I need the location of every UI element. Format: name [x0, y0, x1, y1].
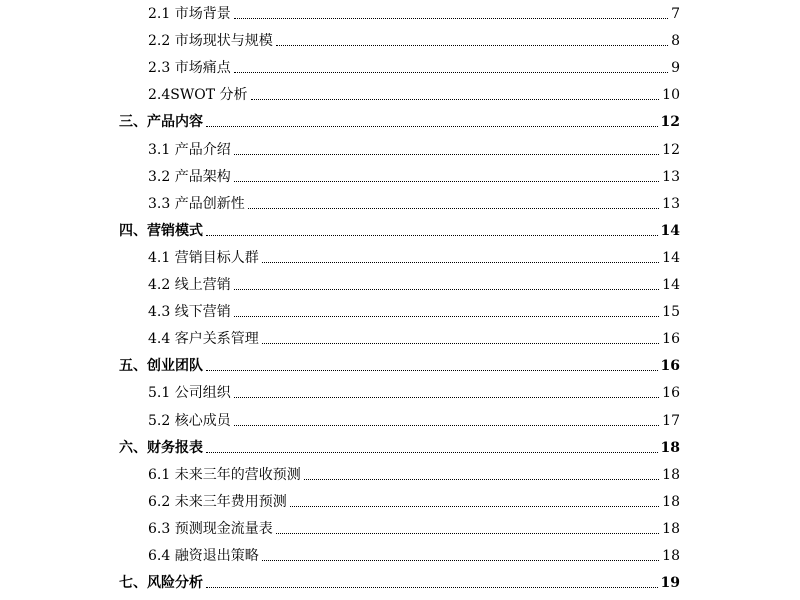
toc-section-row[interactable]	[148, 246, 680, 266]
toc-dot-leader	[206, 370, 658, 371]
toc-entry-page-number: 10	[662, 87, 680, 104]
toc-entry-page-number: 18	[660, 439, 680, 456]
toc-section-row[interactable]	[148, 300, 680, 320]
toc-entry-page-number: 16	[660, 358, 680, 375]
toc-dot-leader	[262, 343, 659, 344]
toc-dot-leader	[290, 506, 659, 507]
toc-dot-leader	[234, 316, 659, 317]
toc-entry-page-number: 18	[662, 493, 680, 510]
toc-chapter-row[interactable]	[119, 571, 680, 591]
toc-chapter-row[interactable]	[119, 110, 680, 130]
toc-dot-leader	[304, 479, 659, 480]
toc-dot-leader	[248, 208, 659, 209]
toc-dot-leader	[234, 18, 668, 19]
toc-entry-title: 3.3 产品创新性	[148, 195, 245, 212]
toc-entry-page-number: 7	[671, 6, 680, 22]
toc-entry-title: 4.3 线下营销	[148, 304, 231, 321]
toc-entry-page-number: 18	[662, 466, 680, 483]
toc-entry-title: 6.1 未来三年的营收预测	[148, 466, 301, 483]
toc-chapter-row[interactable]	[119, 219, 680, 239]
toc-entry-title: 五、创业团队	[119, 358, 203, 375]
toc-section-row[interactable]	[148, 544, 680, 564]
toc-dot-leader	[206, 126, 658, 127]
toc-entry-title: 6.3 预测现金流量表	[148, 520, 273, 537]
toc-dot-leader	[234, 289, 659, 290]
toc-entry-title: 2.4SWOT 分析	[148, 87, 248, 104]
toc-section-row[interactable]	[148, 409, 680, 429]
toc-section-row[interactable]	[148, 138, 680, 158]
toc-entry-title: 3.1 产品介绍	[148, 141, 231, 158]
toc-dot-leader	[276, 45, 668, 46]
toc-section-row[interactable]	[148, 165, 680, 185]
toc-section-row[interactable]	[148, 56, 680, 76]
toc-entry-title: 2.3 市场痛点	[148, 60, 231, 77]
toc-section-row[interactable]	[148, 517, 680, 537]
toc-entry-page-number: 12	[662, 141, 680, 158]
toc-entry-page-number: 16	[662, 331, 680, 348]
toc-dot-leader	[206, 452, 658, 453]
toc-entry-title: 6.2 未来三年费用预测	[148, 493, 287, 510]
toc-dot-leader	[234, 72, 668, 73]
toc-dot-leader	[276, 533, 659, 534]
toc-entry-page-number: 15	[662, 304, 680, 321]
toc-dot-leader	[206, 587, 658, 588]
toc-entry-page-number: 13	[662, 195, 680, 212]
toc-entry-title: 2.2 市场现状与规模	[148, 33, 273, 50]
toc-section-row[interactable]	[148, 327, 680, 347]
toc-section-row[interactable]	[148, 381, 680, 401]
toc-entry-page-number: 9	[671, 60, 680, 77]
toc-entry-title: 3.2 产品架构	[148, 168, 231, 185]
toc-entry-title: 六、财务报表	[119, 439, 203, 456]
toc-entry-title: 2.1 市场背景	[148, 6, 231, 22]
toc-entry-page-number: 18	[662, 548, 680, 564]
toc-entry-page-number: 18	[662, 520, 680, 537]
toc-entry-title: 4.1 营销目标人群	[148, 249, 259, 266]
toc-entry-page-number: 19	[660, 575, 680, 592]
toc-section-row[interactable]	[148, 192, 680, 212]
toc-dot-leader	[206, 235, 658, 236]
toc-section-row[interactable]	[148, 29, 680, 49]
toc-dot-leader	[234, 425, 659, 426]
toc-entry-page-number: 8	[671, 33, 680, 50]
toc-entry-title: 七、风险分析	[119, 575, 203, 592]
toc-entry-page-number: 16	[662, 385, 680, 402]
toc-dot-leader	[262, 262, 659, 263]
toc-entry-title: 四、营销模式	[119, 222, 203, 239]
toc-chapter-row[interactable]	[119, 354, 680, 374]
toc-section-row[interactable]	[148, 490, 680, 510]
toc-entry-page-number: 12	[660, 114, 680, 131]
toc-entry-page-number: 17	[662, 412, 680, 429]
toc-entry-title: 4.2 线上营销	[148, 277, 231, 293]
toc-dot-leader	[234, 154, 659, 155]
toc-entry-page-number: 14	[662, 277, 680, 293]
toc-entry-page-number: 14	[662, 249, 680, 266]
toc-dot-leader	[234, 181, 659, 182]
toc-entry-title: 6.4 融资退出策略	[148, 548, 259, 564]
toc-entry-title: 5.1 公司组织	[148, 385, 231, 402]
toc-dot-leader	[234, 397, 659, 398]
toc-entry-title: 三、产品内容	[119, 114, 203, 131]
toc-entry-page-number: 14	[660, 222, 680, 239]
toc-entry-title: 4.4 客户关系管理	[148, 331, 259, 348]
toc-entry-title: 5.2 核心成员	[148, 412, 231, 429]
toc-section-row[interactable]	[148, 463, 680, 483]
toc-dot-leader	[251, 99, 660, 100]
toc-section-row[interactable]	[148, 83, 680, 103]
toc-section-row[interactable]	[148, 2, 680, 22]
toc-entry-page-number: 13	[662, 168, 680, 185]
toc-chapter-row[interactable]	[119, 436, 680, 456]
toc-dot-leader	[262, 560, 659, 561]
toc-section-row[interactable]	[148, 273, 680, 293]
